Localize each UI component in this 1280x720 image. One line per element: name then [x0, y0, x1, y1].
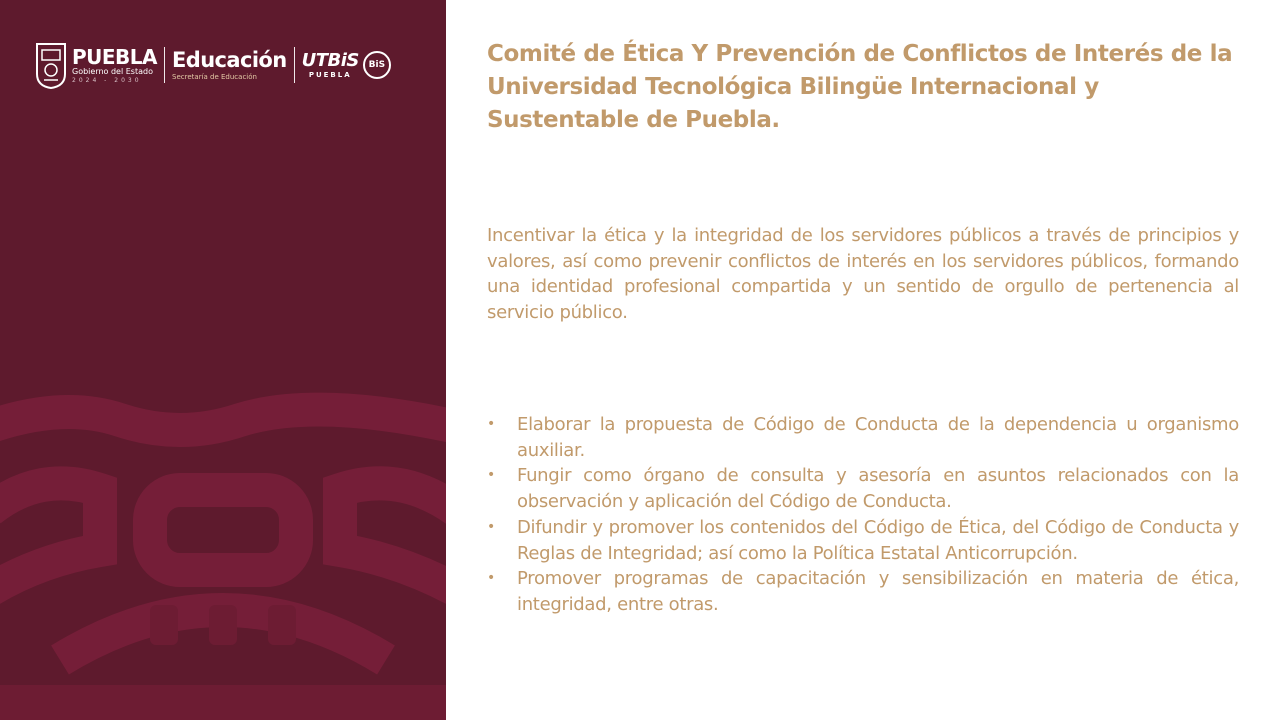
bis-badge-icon: BiS — [363, 51, 391, 79]
left-panel — [0, 0, 446, 720]
bullet-icon: • — [487, 467, 495, 484]
logo-divider — [164, 47, 165, 83]
educacion-logo-name: Educación — [172, 47, 287, 72]
utbis-logo-subtitle: PUEBLA — [308, 70, 352, 79]
utbis-logo — [301, 49, 359, 79]
educacion-logo — [172, 47, 287, 81]
state-seal-icon — [34, 40, 68, 90]
utbis-logo-name: UTBiS — [301, 49, 359, 71]
bullet-icon: • — [487, 416, 495, 432]
list-item — [487, 566, 1239, 617]
bullet-icon: • — [487, 518, 495, 535]
list-item-text: Difundir y promover los contenidos del Código de Ética, del Código de Conducta y Reglas de Integridad; así como la Política Estatal Anticorrupción. — [517, 516, 1239, 564]
page-title: Comité de Ética Y Prevención de Conflictos de Interés de la Universidad Tecnológica Bilingüe Internacional y Sustentable de Puebla. — [487, 41, 1233, 133]
educacion-logo-subtitle: Secretaría de Educación — [172, 72, 257, 81]
objective-text: Incentivar la ética y la integridad de los servidores públicos a través de principios y valores, así como prevenir conflictos de interés en los servidores públicos, formando una identidad profesional compartida y un sentido de orgullo de pertenencia al servicio público. — [487, 225, 1239, 324]
decorative-pattern — [0, 360, 446, 720]
list-item-text: Promover programas de capacitación y sensibilización en materia de ética, integridad, entre otras. — [517, 568, 1239, 615]
puebla-logo-years: 2024 - 2030 — [72, 76, 142, 84]
puebla-logo-name: PUEBLA — [72, 44, 158, 69]
puebla-logo — [72, 44, 158, 84]
bullet-icon: • — [487, 570, 495, 587]
functions-list — [487, 412, 1239, 618]
list-item-text: Elaborar la propuesta de Código de Conducta de la dependencia u organismo auxiliar. — [517, 414, 1239, 461]
list-item — [487, 412, 1239, 463]
list-item — [487, 515, 1239, 566]
list-item — [487, 463, 1239, 514]
puebla-logo-subtitle: Gobierno del Estado — [72, 66, 153, 76]
logo-divider — [294, 47, 295, 83]
list-item-text: Fungir como órgano de consulta y asesoría en asuntos relacionados con la observación y aplicación del Código de Conducta. — [517, 465, 1239, 513]
header-logos — [34, 38, 391, 92]
